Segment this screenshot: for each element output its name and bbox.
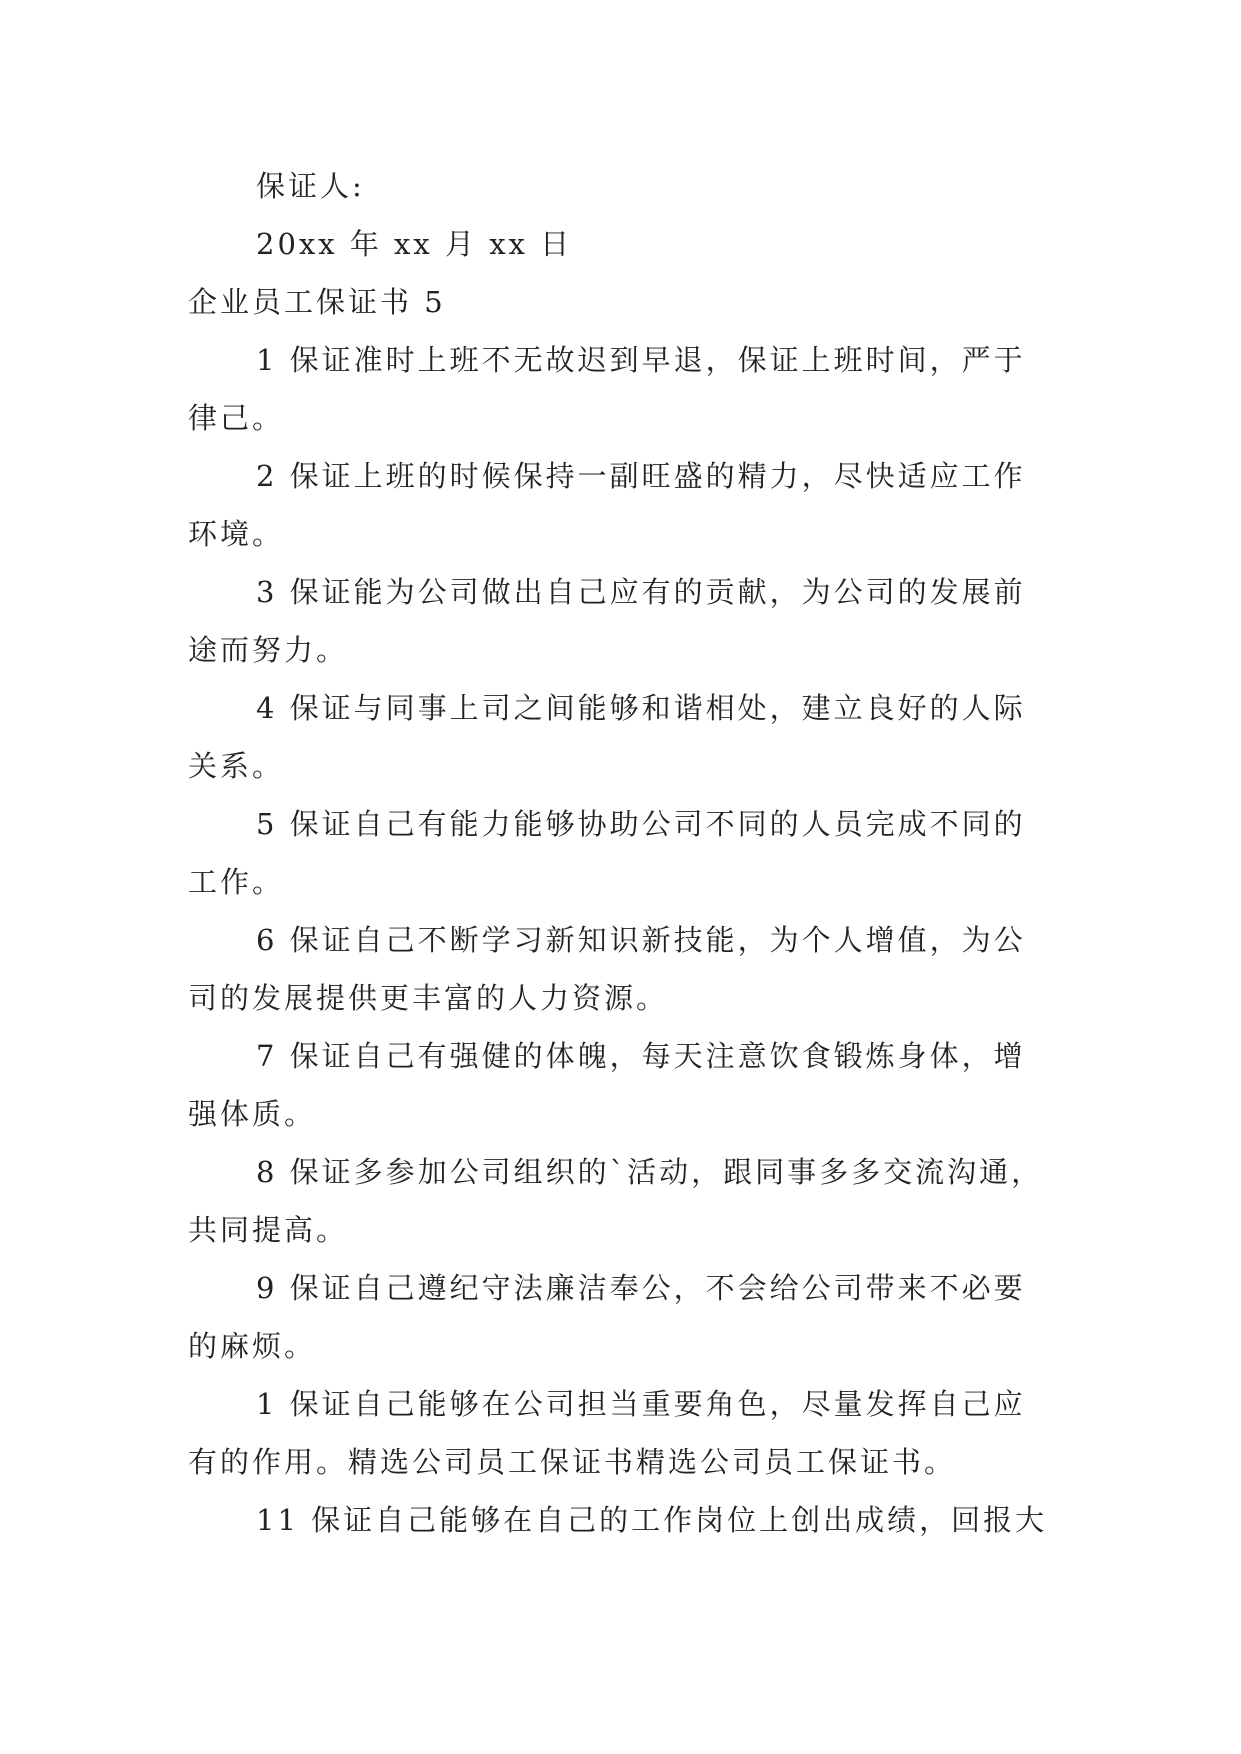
item-4-line-2: 关系。 — [188, 749, 285, 783]
item-11-line-1: 11 保证自己能够在自己的工作岗位上创出成绩，回报大 — [256, 1503, 1048, 1537]
item-8-line-2: 共同提高。 — [188, 1213, 349, 1247]
section-title: 企业员工保证书 5 — [188, 285, 446, 319]
item-9-line-2: 的麻烦。 — [188, 1329, 317, 1363]
item-7-line-2: 强体质。 — [188, 1097, 317, 1131]
signer-label: 保证人: — [256, 169, 365, 203]
item-8-line-1: 8 保证多参加公司组织的`活动，跟同事多多交流沟通， — [256, 1155, 1044, 1189]
item-2-line-1: 2 保证上班的时候保持一副旺盛的精力，尽快适应工作 — [256, 459, 1026, 493]
item-4-line-1: 4 保证与同事上司之间能够和谐相处，建立良好的人际 — [256, 691, 1026, 725]
item-3-line-1: 3 保证能为公司做出自己应有的贡献，为公司的发展前 — [256, 575, 1026, 609]
item-1-line-2: 律己。 — [188, 401, 285, 435]
item-7-line-1: 7 保证自己有强健的体魄，每天注意饮食锻炼身体，增 — [256, 1039, 1026, 1073]
item-10-line-2: 有的作用。精选公司员工保证书精选公司员工保证书。 — [188, 1445, 957, 1479]
item-6-line-2: 司的发展提供更丰富的人力资源。 — [188, 981, 669, 1015]
item-2-line-2: 环境。 — [188, 517, 285, 551]
item-6-line-1: 6 保证自己不断学习新知识新技能，为个人增值，为公 — [256, 923, 1026, 957]
item-3-line-2: 途而努力。 — [188, 633, 349, 667]
item-10-line-1: 1 保证自己能够在公司担当重要角色，尽量发挥自己应 — [256, 1387, 1026, 1421]
item-9-line-1: 9 保证自己遵纪守法廉洁奉公，不会给公司带来不必要 — [256, 1271, 1026, 1305]
item-5-line-2: 工作。 — [188, 865, 285, 899]
item-5-line-1: 5 保证自己有能力能够协助公司不同的人员完成不同的 — [256, 807, 1026, 841]
item-1-line-1: 1 保证准时上班不无故迟到早退，保证上班时间，严于 — [256, 343, 1026, 377]
date-line: 20xx 年 xx 月 xx 日 — [256, 227, 573, 261]
